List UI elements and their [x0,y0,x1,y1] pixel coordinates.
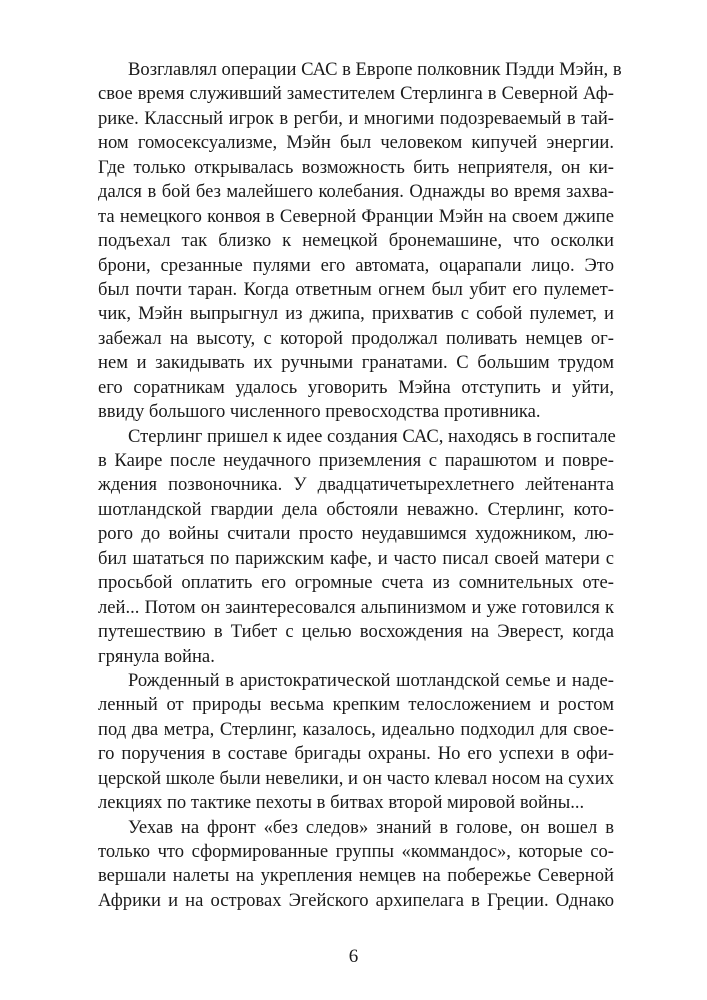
text-line: забежал на высоту, с которой продолжал поливать немцев ог- [98,327,614,349]
paragraph [98,58,622,425]
text-line: Возглавлял операции САС в Европе полковник Пэдди Мэйн, в [128,59,622,80]
text-line: дался в бой без малейшего колебания. Однажды во время захва- [98,181,614,203]
paragraph [98,669,614,816]
text-line: та немецкого конвоя в Северной Франции Мэйн на своем джипе [98,205,614,227]
text-line: под два метра, Стерлинг, казалось, идеально подходил для свое- [98,718,614,740]
text-line: подъехал так близко к немецкой бронемашине, что осколки [98,230,614,252]
text-line: рого до войны считали просто неудавшимся художником, лю- [98,523,614,545]
text-line: ввиду большого численного превосходства противника. [98,401,541,423]
text-line: ждения позвоночника. У двадцатичетырехлетнего лейтенанта [98,474,614,496]
text-line: чик, Мэйн выпрыгнул из джипа, прихватив с собой пулемет, и [98,303,614,325]
text-line: был почти таран. Когда ответным огнем был убит его пулемет- [98,278,614,300]
text-line: церской школе были невелики, и он часто клевал носом на сухих [98,767,614,789]
page-number: 6 [348,946,359,967]
text-line: ленный от природы весьма крепким телосложением и ростом [98,694,614,716]
text-line: Где только открывалась возможность бить неприятеля, он ки- [98,156,614,178]
paragraph [98,425,614,669]
text-line: лей... Потом он заинтересовался альпинизмом и уже готовился к [98,596,614,618]
text-line: го поручения в составе бригады охраны. Но его успехи в офи- [98,743,614,765]
page-body [98,58,622,913]
text-line: брони, срезанные пулями его автомата, оцарапали лицо. Это [98,254,614,276]
text-line: грянула война. [98,645,215,667]
text-line: его соратникам удалось уговорить Мэйна отступить и уйти, [98,376,614,398]
text-line: Африки и на островах Эгейского архипелага в Греции. Однако [98,889,614,911]
text-line: свое время служивший заместителем Стерлинга в Северной Аф- [98,83,614,105]
paragraph [98,816,614,914]
text-line: только что сформированные группы «коммандос», которые со- [98,841,614,862]
text-line: вершали налеты на укрепления немцев на побережье Северной [98,865,614,887]
text-line: в Каире после неудачного приземления с парашютом и повре- [98,450,614,471]
text-line: ном гомосексуализме, Мэйн был человеком кипучей энергии. [98,132,614,154]
text-line: просьбой оплатить его огромные счета из сомнительных оте- [98,572,614,594]
text-line: Стерлинг пришел к идее создания САС, находясь в госпитале [128,425,616,447]
text-line: рике. Классный игрок в регби, и многими подозреваемый в тай- [98,107,614,129]
text-line: нем и закидывать их ручными гранатами. С большим трудом [98,352,614,374]
text-line: лекциях по тактике пехоты в битвах второй мировой войны... [98,792,585,814]
text-line: Рожденный в аристократической шотландской семье и наде- [128,669,614,691]
text-line: шотландской гвардии дела обстояли неважно. Стерлинг, кото- [98,498,614,520]
text-line: бил шататься по парижским кафе, и часто писал своей матери с [98,547,614,569]
text-line: Уехав на фронт «без следов» знаний в голове, он вошел в [128,816,614,838]
text-line: путешествию в Тибет с целью восхождения на Эверест, когда [98,621,614,643]
